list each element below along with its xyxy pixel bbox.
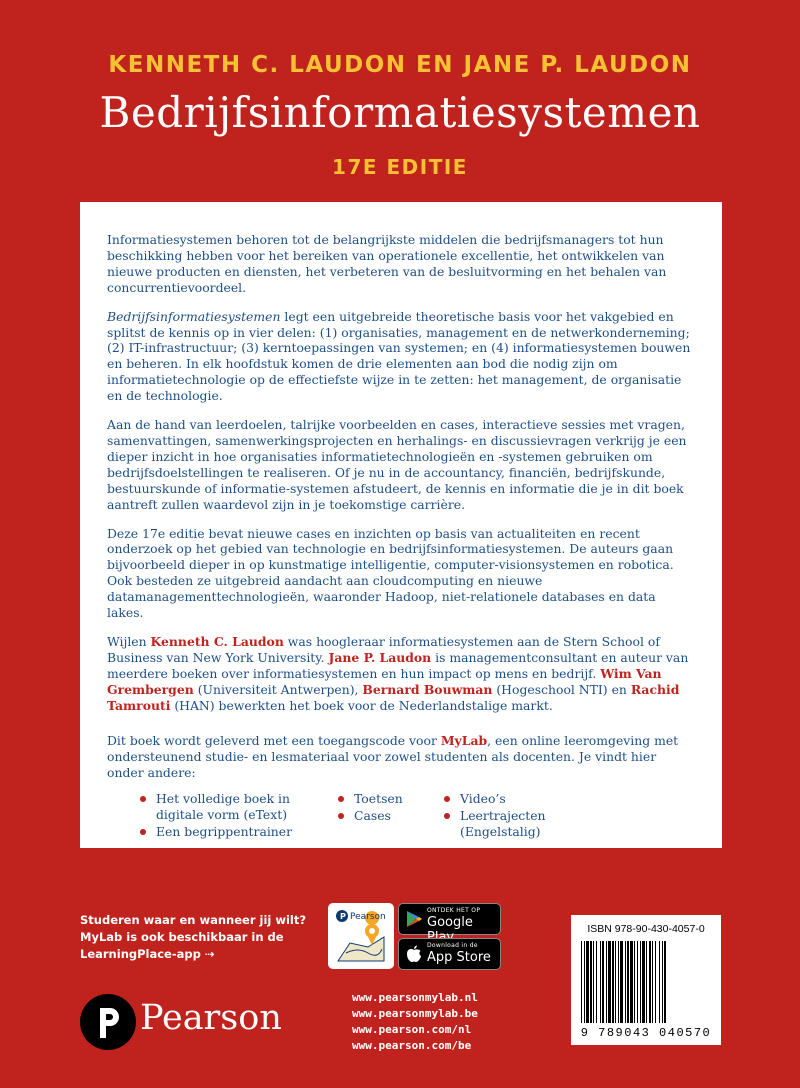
google-play-label: Google [427, 915, 473, 930]
paragraph-features: Aan de hand van leerdoelen, talrijke voorbeelden en cases, interactieve sessies met vragen, samenvattingen, samenwerkingsprojecten en herhalings- en discussievragen verkrijg je een dieper inzicht in hoe organisaties informatietechnologieën en -systemen gebruiken om bedrijfsdoelstellingen te realiseren. Of je nu in de accountancy, financiën, bedrijfskunde, bestuurskunde of informatie-systemen afstudeert, de kennis en informatie die je in dit boek aantreft zullen waardevol zijn in je toekomstige carrière. [107, 417, 687, 512]
website-link[interactable]: www.pearson.com/nl [352, 1023, 472, 1036]
text: Dit boek wordt geleverd met een toegangscode voor [107, 733, 441, 749]
app-store-caption: Download in de [427, 942, 478, 949]
description-panel [80, 202, 722, 848]
app-store-label: App Store [427, 950, 491, 965]
learningplace-app-icon [328, 903, 394, 969]
google-play-icon [404, 909, 424, 929]
paragraph-intro: Informatiesystemen behoren tot de belangrijkste middelen die bedrijfsmanagers tot hun beschikking hebben voor het bereiken van operationele excellentie, het ontwikkelen van nieuwe producten en diensten, het verbeteren van de besluitvorming en het behalen van concurrentievoordeel. [107, 232, 667, 295]
text: was hoogleraar informatiesystemen aan de Stern School of Business van New York University. [107, 633, 660, 665]
list-item: Toetsen [338, 791, 444, 807]
text: is managementconsultant en auteur van meerdere boeken over informatiesystemen en hun impact op mens en bedrijf. [107, 649, 689, 681]
feature-column-3 [444, 791, 624, 841]
promo-line [80, 946, 320, 963]
list-item: Het volledige boek in digitale vorm (eText) [140, 791, 338, 823]
paragraph-authors [107, 634, 696, 714]
text: (Hogeschool NTI) en [492, 681, 631, 697]
promo-line: MyLab is ook beschikbaar in de [80, 930, 284, 944]
arrow-right-icon: ⇢ [204, 947, 215, 961]
website-list [352, 990, 512, 1054]
isbn-barcode [571, 915, 721, 1045]
book-title: Bedrijfsinformatiesystemen [99, 88, 701, 137]
mylab-brand: MyLab [440, 733, 488, 749]
author-name-jane: Jane P. Laudon [328, 649, 432, 665]
app-store-badge[interactable] [398, 938, 501, 970]
list-item: Cases [338, 808, 444, 824]
author-names: KENNETH C. LAUDON EN JANE P. LAUDON [108, 52, 692, 78]
svg-text:P: P [340, 912, 346, 921]
feature-column-1 [140, 791, 338, 841]
app-card-label: Pearson [350, 912, 386, 922]
barcode-number: 9 789043 040570 [580, 1026, 712, 1040]
feature-column-2 [338, 791, 444, 841]
isbn-label: ISBN 978-90-430-4057-0 [587, 923, 705, 935]
google-play-badge[interactable] [398, 903, 501, 935]
book-title-italic: Bedrijfsinformatiesystemen [107, 308, 281, 324]
text: , een online leeromgeving met ondersteunend studie- en lesmateriaal voor zowel studenten als docenten. Je vindt hier onder andere: [107, 733, 679, 781]
author-name-kenneth: Kenneth C. Laudon [150, 633, 284, 649]
list-item: Een begrippentrainer [140, 824, 338, 840]
paragraph-mylab [107, 733, 696, 781]
list-item: Leertrajecten (Engelstalig) [444, 808, 624, 840]
promo-app-name: LearningPlace-app [80, 947, 201, 961]
paragraph-edition: Deze 17e editie bevat nieuwe cases en inzichten op basis van actualiteiten en recent onderzoek op het gebied van technologie en bedrijfsinformatiesystemen. De auteurs gaan bijvoorbeeld dieper in op kunstmatige intelligentie, computer-visionsystemen en robotica. Ook besteden ze uitgebreid aandacht aan cloudcomputing en nieuwe datamanagementtechnologieën, waaronder Hadoop, niet-relationele databases en data lakes. [107, 525, 674, 621]
adapter-name-wim: Wim Van Grembergen [107, 665, 662, 697]
app-promo-text [80, 912, 320, 963]
paragraph-structure [107, 309, 696, 404]
adapter-name-bernard: Bernard Bouwman [362, 681, 493, 697]
pearson-wordmark: Pearson [140, 998, 282, 1038]
google-play-caption: ONTDEK HET OP [427, 907, 481, 914]
text: (HAN) bewerkten het boek voor de Nederlandstalige markt. [170, 697, 553, 713]
apple-icon [404, 944, 424, 964]
mylab-features-list [107, 791, 696, 841]
adapter-name-rachid: Rachid Tamrouti [107, 681, 680, 713]
paragraph-structure-text: legt een uitgebreide theoretische basis voor het vakgebied en splitst de kennis op in vier delen: (1) organisaties, management en de netwerkonderneming; (2) IT-infrastructuur; (3) kerntoepassingen van systemen; en (4) informatiesystemen bouwen en beheren. In elk hoofdstuk komen de drie elementen aan bod die nodig zijn om informatietechnologie op de effectiefste wijze in te zetten: het management, de organisatie en de technologie. [107, 308, 691, 404]
pearson-logo [80, 994, 280, 1050]
text: (Universiteit Antwerpen), [193, 681, 363, 697]
text: Wijlen [107, 633, 151, 649]
pearson-p-icon [80, 994, 136, 1050]
list-item: Video’s [444, 791, 624, 807]
promo-line: Studeren waar en wanneer jij wilt? [80, 913, 307, 927]
website-link[interactable]: www.pearsonmylab.nl [352, 991, 478, 1004]
edition-label: 17E EDITIE [332, 155, 468, 179]
website-link[interactable]: www.pearsonmylab.be [352, 1007, 478, 1020]
website-link[interactable]: www.pearson.com/be [352, 1039, 472, 1052]
